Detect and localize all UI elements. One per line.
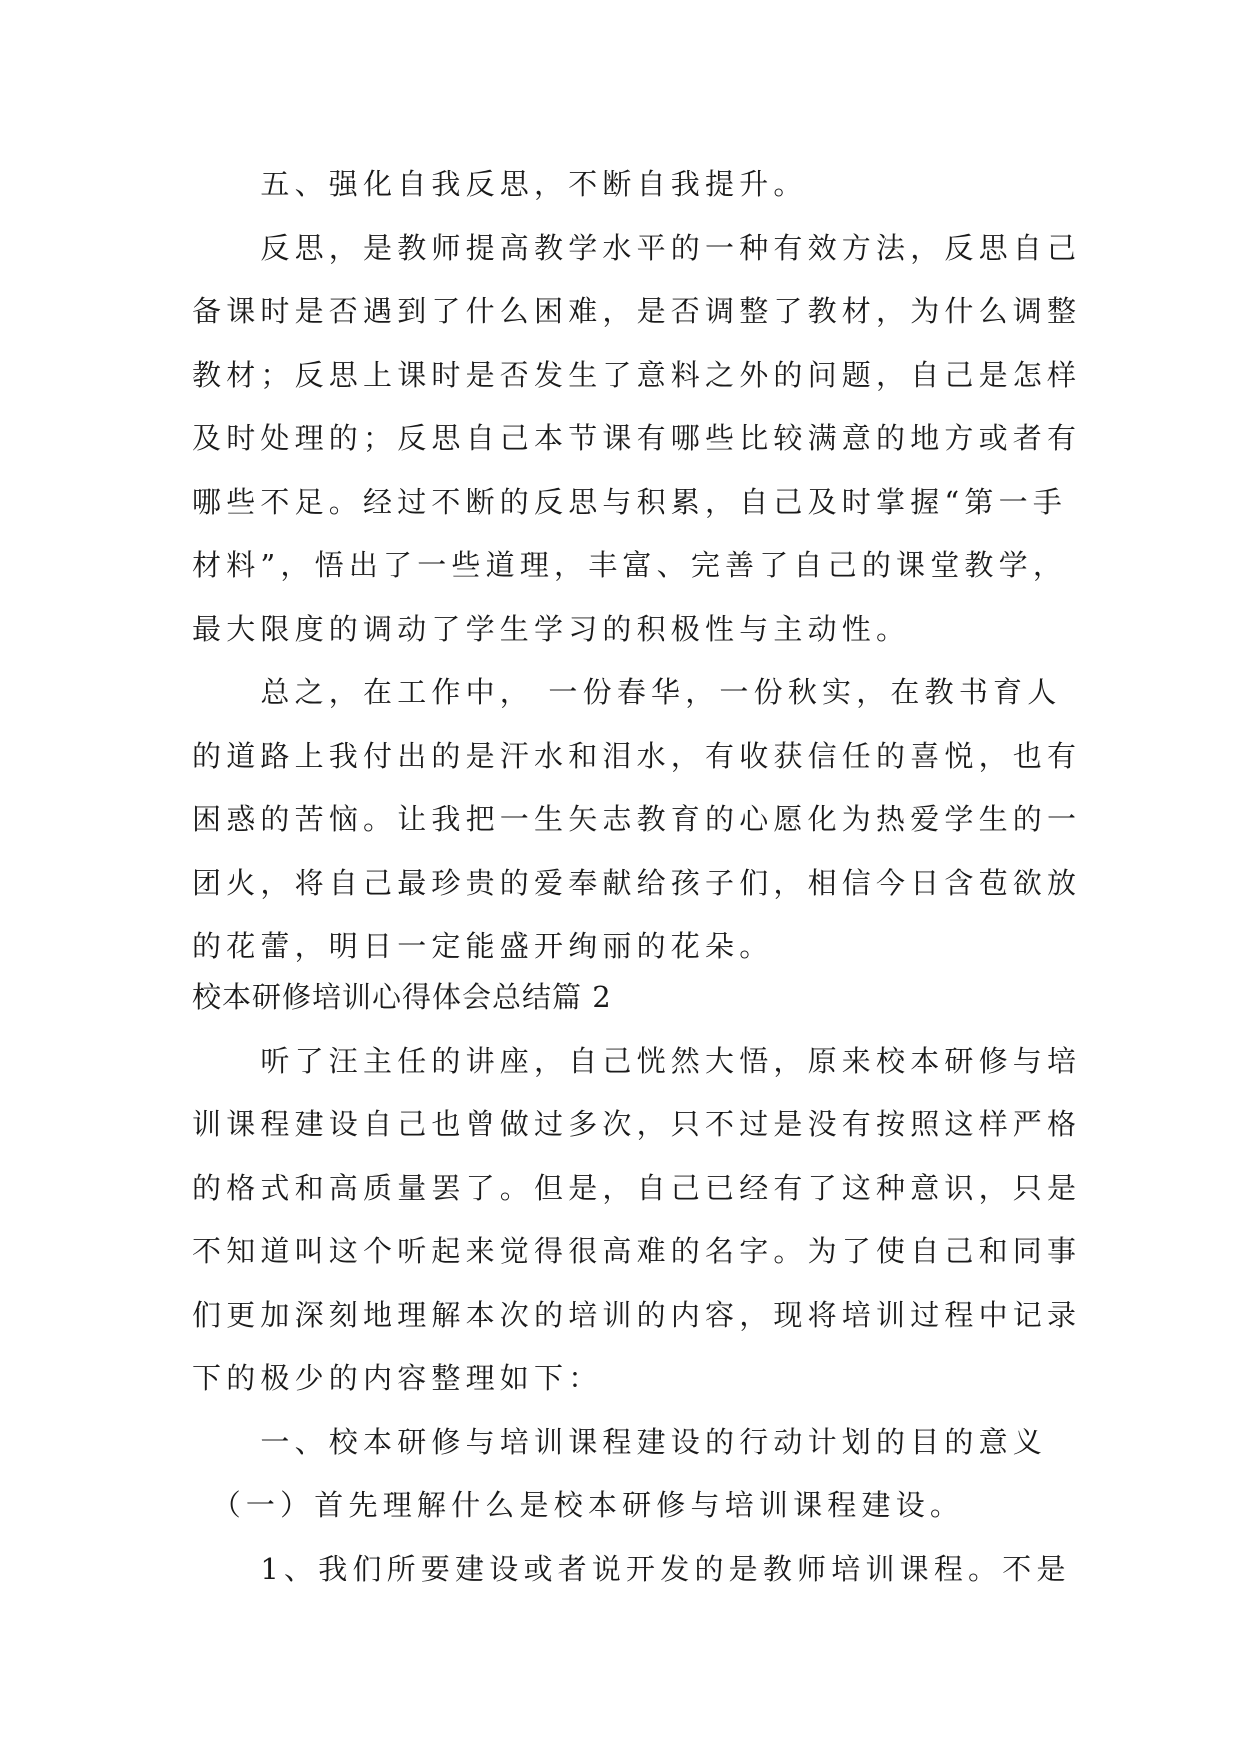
paragraph-line: 材料”，悟出了一些道理，丰富、完善了自己的课堂教学， bbox=[192, 548, 1068, 582]
paragraph-line: 教材；反思上课时是否发生了意料之外的问题，自己是怎样 bbox=[192, 357, 1082, 392]
paragraph-line: 听了汪主任的讲座，自己恍然大悟，原来校本研修与培 bbox=[192, 1043, 1082, 1078]
paragraph-line: 哪些不足。经过不断的反思与积累，自己及时掌握“第一手 bbox=[192, 484, 1068, 519]
paragraph-line: 们更加深刻地理解本次的培训的内容，现将培训过程中记录 bbox=[192, 1297, 1082, 1332]
paragraph-line: 困惑的苦恼。让我把一生矢志教育的心愿化为热爱学生的一 bbox=[192, 802, 1082, 836]
paragraph-line: 及时处理的；反思自己本节课有哪些比较满意的地方或者有 bbox=[192, 421, 1082, 455]
paragraph-line: 下的极少的内容整理如下： bbox=[192, 1361, 603, 1395]
section-2-body bbox=[192, 1030, 1082, 1602]
paragraph-line: 的格式和高质量罢了。但是，自己已经有了这种意识，只是 bbox=[192, 1170, 1082, 1205]
paragraph-line: 备课时是否遇到了什么困难，是否调整了教材，为什么调整 bbox=[192, 294, 1082, 328]
paragraph-line: （一）首先理解什么是校本研修与培训课程建设。 bbox=[192, 1488, 965, 1522]
paragraph-line: 团火，将自己最珍贵的爱奉献给孩子们，相信今日含苞欲放 bbox=[192, 865, 1082, 900]
paragraph-line: 反思，是教师提高教学水平的一种有效方法，反思自己 bbox=[192, 230, 1082, 265]
paragraph-line: 的花蕾，明日一定能盛开绚丽的花朵。 bbox=[192, 929, 774, 963]
paragraph-line: 1、我们所要建设或者说开发的是教师培训课程。不是 bbox=[192, 1551, 1071, 1586]
paragraph-line: 一、校本研修与培训课程建设的行动计划的目的意义 bbox=[192, 1424, 1048, 1459]
paragraph-line: 不知道叫这个听起来觉得很高难的名字。为了使自己和同事 bbox=[192, 1234, 1082, 1268]
section-2-title: 校本研修培训心得体会总结篇 2 bbox=[192, 980, 612, 1014]
paragraph-line: 最大限度的调动了学生学习的积极性与主动性。 bbox=[192, 611, 911, 646]
section-1-body bbox=[192, 153, 1082, 979]
paragraph-line: 五、强化自我反思，不断自我提升。 bbox=[192, 167, 808, 201]
paragraph-line: 的道路上我付出的是汗水和泪水，有收获信任的喜悦，也有 bbox=[192, 738, 1082, 773]
paragraph-line: 训课程建设自己也曾做过多次，只不过是没有按照这样严格 bbox=[192, 1107, 1082, 1141]
paragraph-line: 总之，在工作中， 一份春华，一份秋实，在教书育人 bbox=[192, 675, 1062, 709]
